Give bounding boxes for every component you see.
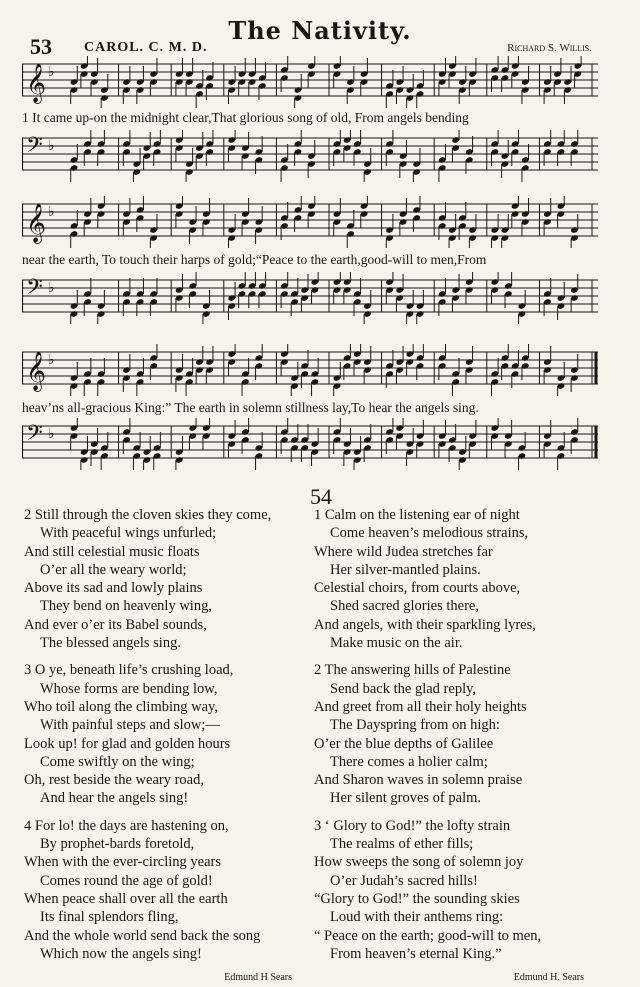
verse-line: Which now the angels sing! — [40, 945, 202, 962]
tune-name: CAROL. C. M. D. — [84, 40, 208, 55]
hymn53-verses — [24, 506, 308, 987]
verse-line: Loud with their anthems ring: — [330, 909, 504, 926]
stanza — [24, 506, 308, 652]
verse-line: From heaven’s eternal King.” — [330, 945, 502, 962]
verse-line: Her silver-mantled plains. — [330, 561, 481, 578]
verse-line: Come swiftly on the wing; — [40, 753, 195, 770]
svg-text:♭: ♭ — [48, 204, 55, 220]
verse-line: With painful steps and slow;— — [40, 717, 220, 734]
verse-line: And ever o’er its Babel sounds, — [24, 616, 207, 633]
lyric-line: heav’ns all-gracious King:” The earth in solemn stillness lay,To hear the angels sing. — [22, 400, 479, 415]
stanza — [24, 817, 308, 963]
verse-line: And greet from all their holy heights — [314, 698, 527, 715]
svg-text:♭: ♭ — [48, 64, 55, 80]
verse-line: Celestial choirs, from courts above, — [314, 580, 521, 597]
hymn54-verses — [314, 506, 614, 987]
verse-line: How sweeps the song of solemn joy — [314, 854, 524, 871]
stanza — [314, 817, 614, 963]
verse-line: O’er Judah’s sacred hills! — [330, 872, 478, 889]
verse-line: Shed sacred glories there, — [330, 598, 479, 615]
verse-line: Comes round the age of gold! — [40, 872, 213, 889]
music-staff-image — [22, 272, 598, 324]
verse-line: 4 For lo! the days are hastening on, — [24, 817, 229, 834]
bass-staff — [22, 130, 598, 182]
author-credit: Edmund H. Sears — [513, 972, 584, 984]
verse-line: Come heaven’s melodious strains, — [330, 525, 529, 542]
svg-text:𝄢: 𝄢 — [26, 275, 43, 305]
verse-line: Look up! for glad and golden hours — [24, 735, 231, 752]
treble-staff — [22, 344, 598, 396]
verse-line: Oh, rest beside the weary road, — [24, 772, 204, 789]
verse-line: And hear the angels sing! — [40, 790, 189, 807]
svg-text:♭: ♭ — [48, 426, 55, 442]
svg-text:𝄢: 𝄢 — [26, 421, 43, 451]
verse-line: The realms of ether fills; — [330, 836, 474, 853]
hymn-number: 54 — [310, 484, 332, 509]
verse-line: The blessed angels sing. — [40, 635, 181, 652]
verse-line: Whose forms are bending low, — [40, 680, 218, 697]
music-staff-image — [22, 418, 598, 470]
svg-text:♭: ♭ — [48, 280, 55, 296]
bass-staff — [22, 272, 598, 324]
svg-text:♭: ♭ — [48, 352, 55, 368]
music-staff-image — [22, 196, 598, 248]
verse-line: And still celestial music floats — [24, 543, 200, 560]
stanza — [24, 661, 308, 807]
hymn-number: 53 — [30, 34, 52, 59]
verse-line: And Sharon waves in solemn praise — [314, 772, 523, 789]
verse-line: They bend on heavenly wing, — [40, 598, 212, 615]
verse-line: Send back the glad reply, — [330, 680, 477, 697]
composer: Richard S. Willis. — [507, 42, 592, 54]
verse-line: 3 O ye, beneath life’s crushing load, — [24, 662, 234, 679]
verse-line: Her silent groves of palm. — [330, 790, 482, 807]
verse-line: With peaceful wings unfurled; — [40, 525, 217, 542]
svg-text:♭: ♭ — [48, 138, 55, 154]
verse-line: 2 The answering hills of Palestine — [314, 662, 511, 679]
verse-line: When peace shall over all the earth — [24, 890, 228, 907]
verse-line: Who toil along the climbing way, — [24, 698, 218, 715]
svg-text:𝄞: 𝄞 — [26, 203, 47, 243]
svg-text:𝄢: 𝄢 — [26, 133, 43, 163]
verse-line: There comes a holier calm; — [330, 753, 488, 770]
bass-staff — [22, 418, 598, 470]
treble-staff — [22, 196, 598, 248]
verse-line: The Dayspring from on high: — [330, 717, 500, 734]
page-title: The Nativity. — [228, 16, 412, 45]
music-staff-image — [22, 130, 598, 182]
verse-line: O’er the blue depths of Galilee — [314, 735, 494, 752]
verse-line: Make music on the air. — [330, 635, 463, 652]
verse-line: 1 Calm on the listening ear of night — [314, 507, 520, 523]
verse-line: “ Peace on the earth; good-will to men, — [314, 927, 542, 944]
verse-line: 3 ‘ Glory to God!” the lofty strain — [314, 817, 511, 834]
music-staff-image — [22, 56, 598, 108]
lyric-line: 1 It came up-on the midnight clear,That glorious song of old, From angels bending — [22, 110, 469, 125]
verse-line: By prophet-bards foretold, — [40, 836, 195, 853]
verse-line: And angels, with their sparkling lyres, — [314, 616, 536, 633]
stanza — [314, 506, 614, 652]
music-staff-image — [22, 344, 598, 396]
stanza — [314, 661, 614, 807]
verse-line: And the whole world send back the song — [24, 927, 261, 944]
treble-staff — [22, 56, 598, 108]
verse-line: When with the ever-circling years — [24, 854, 221, 871]
verse-line: 2 Still through the cloven skies they come, — [24, 507, 272, 523]
svg-text:𝄞: 𝄞 — [26, 351, 47, 391]
svg-text:𝄞: 𝄞 — [26, 63, 47, 103]
verse-line: “Glory to God!” the sounding skies — [314, 890, 520, 907]
author-credit: Edmund H Sears — [224, 972, 292, 984]
lyric-line: near the earth, To touch their harps of gold;“Peace to the earth,good-will to men,From — [22, 252, 487, 267]
verse-line: Its final splendors fling, — [40, 909, 179, 926]
verse-line: Above its sad and lowly plains — [24, 580, 203, 597]
verse-line: O’er all the weary world; — [40, 561, 187, 578]
verse-line: Where wild Judea stretches far — [314, 543, 493, 560]
